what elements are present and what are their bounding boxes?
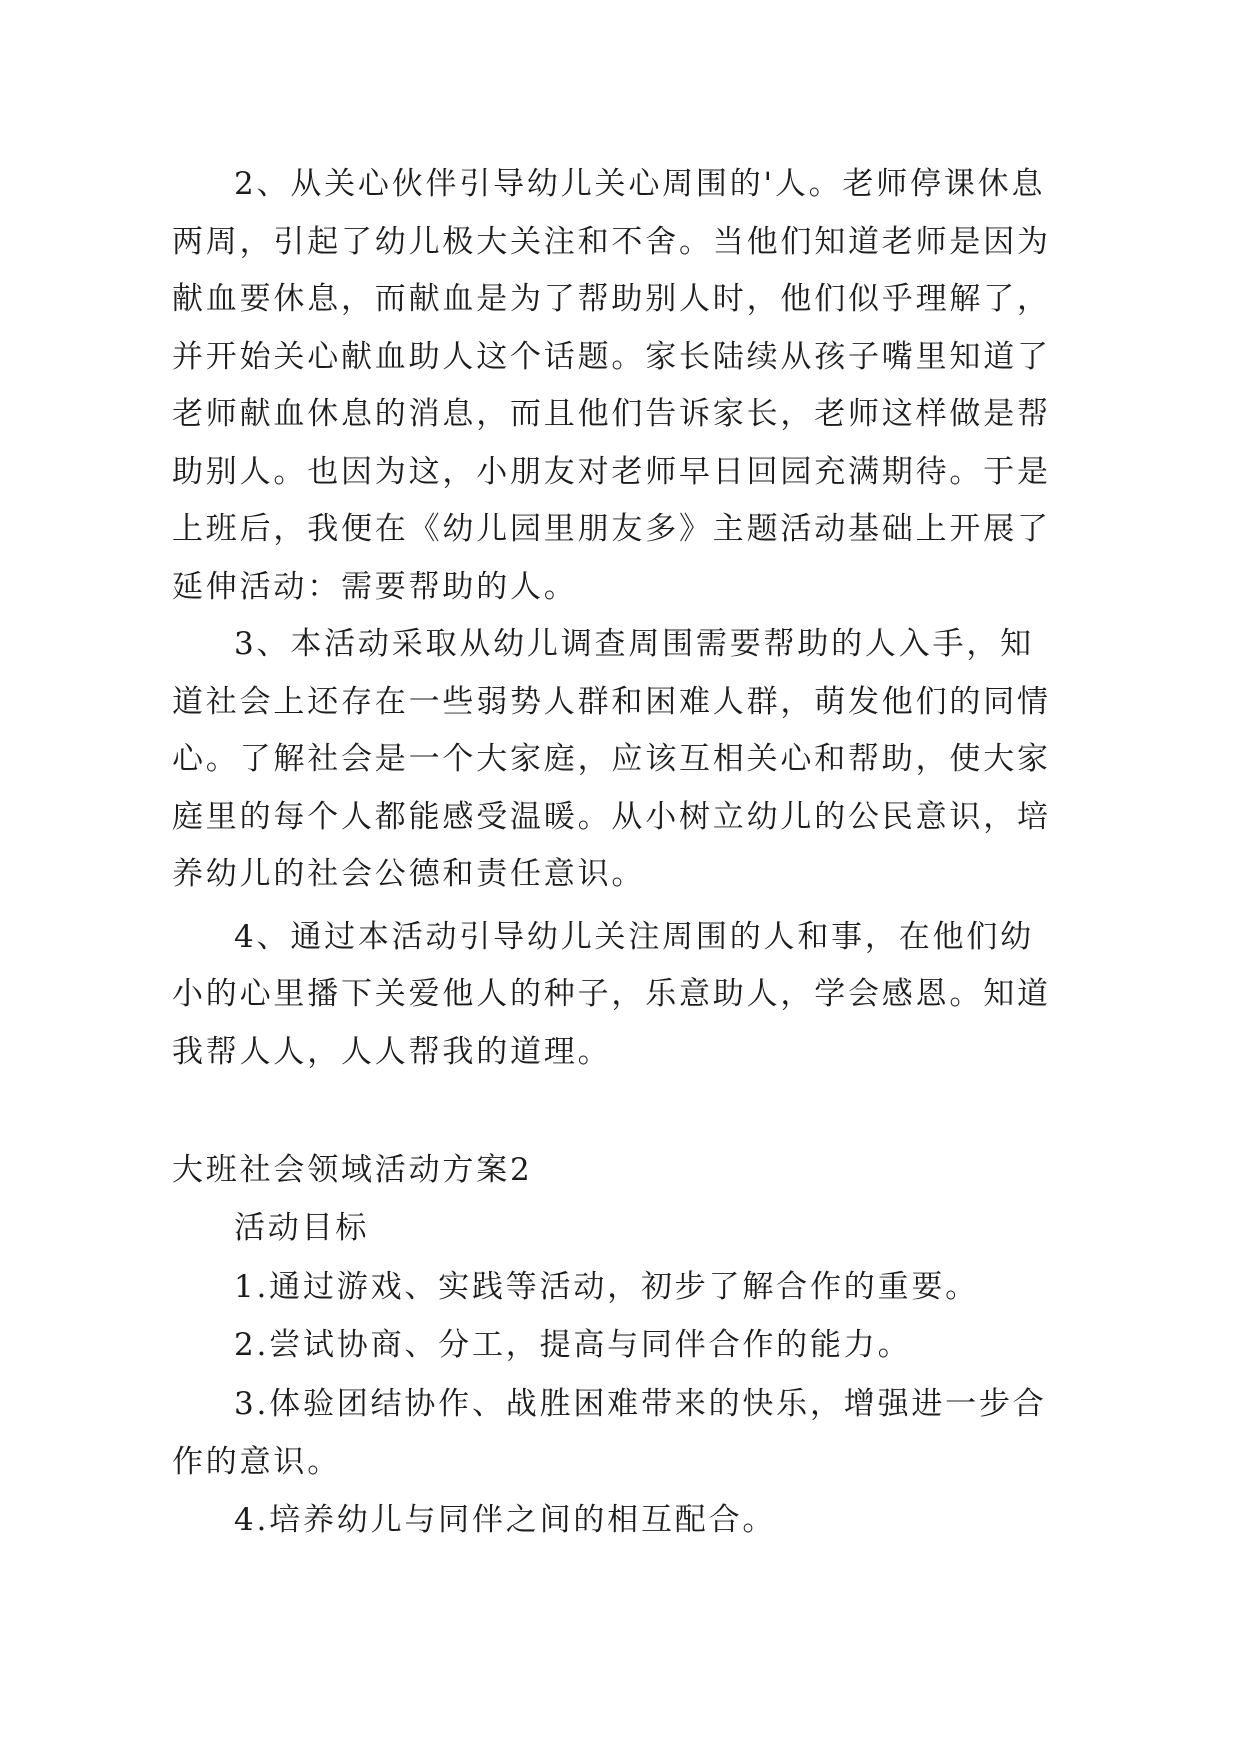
- text-line: 上班后，我便在《幼儿园里朋友多》主题活动基础上开展了: [172, 511, 1051, 547]
- text-line: 我帮人人，人人帮我的道理。: [172, 1033, 612, 1070]
- goals-heading: 活动目标: [234, 1210, 370, 1247]
- goal-item-1: [172, 1258, 1172, 1316]
- text-line: 心。了解社会是一个大家庭，应该互相关心和帮助，使大家: [172, 741, 1051, 777]
- plan-2-section: [172, 1141, 1172, 1550]
- text-line: 2、从关心伙伴引导幼儿关心周围的'人。老师停课休息: [234, 166, 1046, 202]
- paragraph-4: [172, 909, 1172, 1082]
- text-line: 4、通过本活动引导幼儿关注周围的人和事，在他们幼: [234, 918, 1034, 955]
- text-line: 3.体验团结协作、战胜困难带来的快乐，增强进一步合: [234, 1385, 1047, 1422]
- text-line: 助别人。也因为这，小朋友对老师早日回园充满期待。于是: [172, 453, 1051, 490]
- text-line: 养幼儿的社会公德和责任意识。: [172, 856, 646, 892]
- text-line: 小的心里播下关爱他人的种子，乐意助人，学会感恩。知道: [172, 976, 1051, 1012]
- text-line: 延伸活动：需要帮助的人。: [172, 568, 578, 605]
- goal-item-3: [172, 1375, 1172, 1492]
- text-line: 两周，引起了幼儿极大关注和不舍。当他们知道老师是因为: [172, 223, 1051, 260]
- text-line: 庭里的每个人都能感受温暖。从小树立幼儿的公民意识，培: [172, 798, 1051, 835]
- goal-item-4: [172, 1491, 1172, 1549]
- text-line: 2.尝试协商、分工，提高与同伴合作的能力。: [234, 1327, 912, 1364]
- paragraph-2: [172, 156, 1172, 616]
- goal-item-2: [172, 1316, 1172, 1374]
- section-title: 大班社会领域活动方案2: [172, 1152, 533, 1188]
- paragraph-3: [172, 616, 1172, 904]
- text-line: 老师献血休息的消息，而且他们告诉家长，老师这样做是帮: [172, 396, 1051, 432]
- text-line: 并开始关心献血助人这个话题。家长陆续从孩子嘴里知道了: [172, 338, 1051, 375]
- text-line: 4.培养幼儿与同伴之间的相互配合。: [234, 1502, 777, 1539]
- text-line: 道社会上还存在一些弱势人群和困难人群，萌发他们的同情: [172, 683, 1051, 720]
- document-body: [172, 156, 1172, 1081]
- text-line: 1.通过游戏、实践等活动，初步了解合作的重要。: [234, 1268, 979, 1305]
- text-line: 作的意识。: [172, 1443, 341, 1480]
- text-line: 献血要休息，而献血是为了帮助别人时，他们似乎理解了，: [172, 281, 1051, 317]
- text-line: 3、本活动采取从幼儿调查周围需要帮助的人入手，知: [234, 626, 1034, 662]
